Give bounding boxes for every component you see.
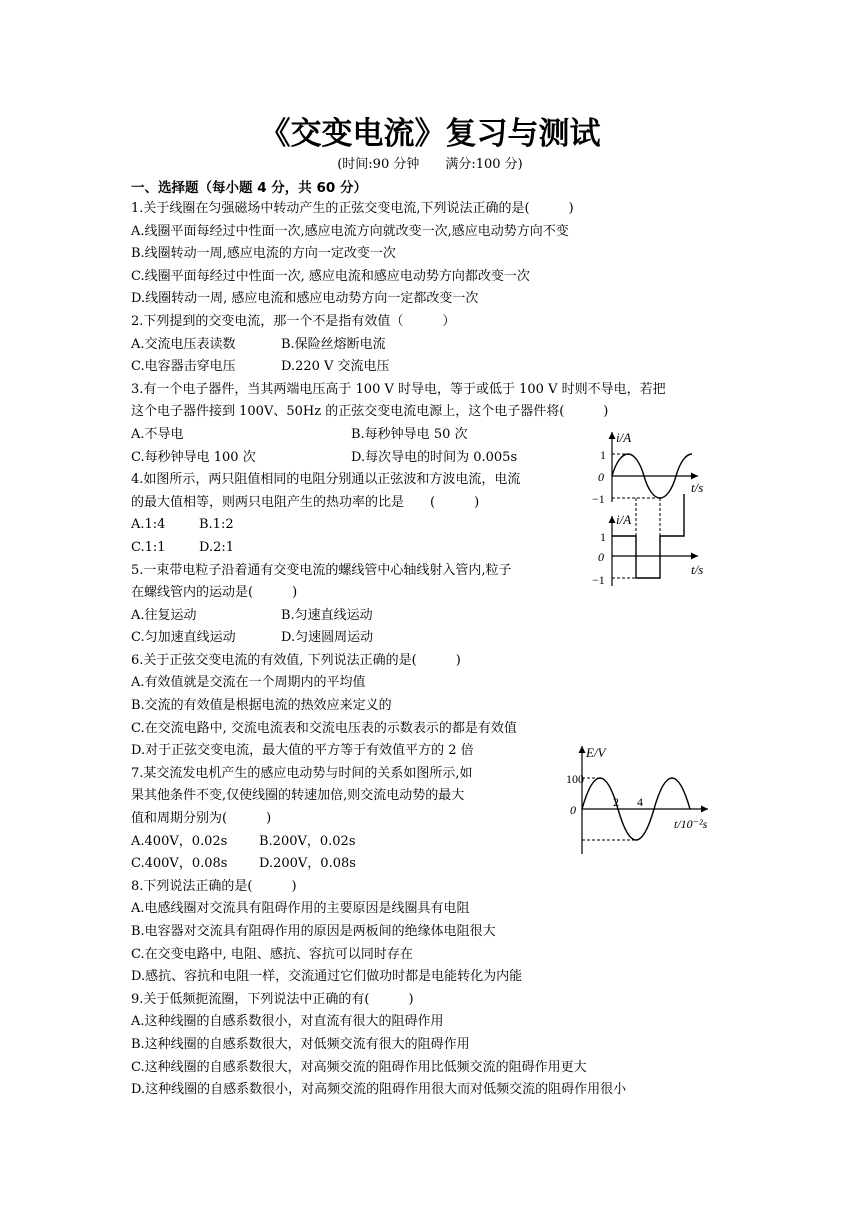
q7-xlabel: t/10⁻²s xyxy=(674,817,708,831)
q4-bottom-xlabel: t/s xyxy=(691,562,704,577)
q3-option-b: B.每秒钟导电 50 次 xyxy=(351,426,468,442)
q7-options-cd xyxy=(131,853,736,876)
q7-option-d: D.200V，0.08s xyxy=(259,856,356,872)
q8-option-b: B.电容器对交流具有阻碍作用的原因是两板间的绝缘体电阻很大 xyxy=(131,924,496,939)
q1-stem: 1.关于线圈在匀强磁场中转动产生的正弦交变电流,下列说法正确的是( ) xyxy=(131,201,574,216)
q3-option-a: A.不导电 xyxy=(131,426,184,442)
q5-option-b: B.匀速直线运动 xyxy=(281,607,373,623)
q2-options-cd xyxy=(131,356,736,379)
q5-option-c: C.匀加速直线运动 xyxy=(131,630,236,646)
q5-options-ab xyxy=(131,605,736,628)
q5-option-d: D.匀速圆周运动 xyxy=(281,630,374,646)
q9-option-b: B.这种线圈的自感系数很大，对低频交流有很大的阻碍作用 xyxy=(131,1036,470,1052)
q1-option-b: B.线圈转动一周,感应电流的方向一定改变一次 xyxy=(131,246,396,262)
q2-option-a: A.交流电压表读数 xyxy=(131,336,236,352)
q4-top-tick-neg: −1 xyxy=(592,492,605,506)
q7-stem-line1: 7.某交流发电机产生的感应电动势与时间的关系如图所示,如 xyxy=(131,765,473,781)
q3-stem-line2: 这个电子器件接到 100V、50Hz 的正弦交变电流电源上，这个电子器件将( ) xyxy=(131,404,609,420)
q4-figure xyxy=(588,424,728,594)
q4-option-c: C.1:1 xyxy=(131,539,166,555)
q7-option-b: B.200V，0.02s xyxy=(259,833,356,849)
q8-option-c: C.在交变电路中, 电阻、感抗、容抗可以同时存在 xyxy=(131,946,413,962)
q4-square-wave xyxy=(612,494,684,578)
q8-option-d: D.感抗、容抗和电阻一样，交流通过它们做功时都是电能转化为内能 xyxy=(131,969,523,985)
q5-stem-line2: 在螺线管内的运动是( ) xyxy=(131,585,298,601)
q7-option-c: C.400V，0.08s xyxy=(131,856,228,872)
q7-origin: 0 xyxy=(570,803,576,817)
q2-stem: 2.下列提到的交变电流，那一个不是指有效值（ ） xyxy=(131,313,456,329)
q2-option-c: C.电容器击穿电压 xyxy=(131,359,236,375)
q6-option-a: A.有效值就是交流在一个周期内的平均值 xyxy=(131,675,366,691)
q6-option-c: C.在交流电路中, 交流电流表和交流电压表的示数表示的都是有效值 xyxy=(131,720,517,736)
document-title: 《交变电流》复习与测试 xyxy=(259,116,601,152)
section-heading: 一、选择题（每小题 4 分，共 60 分） xyxy=(131,180,367,196)
q4-option-b: B.1:2 xyxy=(199,517,234,533)
q4-option-d: D.2:1 xyxy=(199,539,235,555)
q9-stem: 9.关于低频扼流圈，下列说法中正确的有( ) xyxy=(131,991,414,1007)
q2-option-d: D.220 V 交流电压 xyxy=(281,359,390,375)
q4-top-origin: 0 xyxy=(598,470,604,484)
q7-tick-x2: 4 xyxy=(637,795,643,809)
q5-option-a: A.往复运动 xyxy=(131,607,197,623)
q8-option-a: A.电感线圈对交流具有阻碍作用的主要原因是线圈具有电阻 xyxy=(131,901,470,917)
q9-option-d: D.这种线圈的自感系数很小，对高频交流的阻碍作用很大而对低频交流的阻碍作用很小 xyxy=(131,1082,627,1098)
q4-top-xlabel: t/s xyxy=(691,480,704,495)
q4-stem-line2: 的最大值相等，则两只电阻产生的热功率的比是 ( ) xyxy=(131,494,480,510)
q5-options-cd xyxy=(131,627,736,650)
q7-figure xyxy=(568,742,728,856)
q1-option-d: D.线圈转动一周, 感应电流和感应电动势方向一定都改变一次 xyxy=(131,291,479,307)
q3-stem-line1: 3.有一个电子器件，当其两端电压高于 100 V 时导电，等于或低于 100 V 时则不导电，若把 xyxy=(131,381,666,397)
q1-option-a: A.线圈平面每经过中性面一次,感应电流方向就改变一次,感应电动势方向不变 xyxy=(131,223,569,239)
q7-option-a: A.400V，0.02s xyxy=(131,833,228,849)
q1-option-c: C.线圈平面每经过中性面一次, 感应电流和感应电动势方向都改变一次 xyxy=(131,268,530,284)
q4-stem-line1: 4.如图所示，两只阻值相同的电阻分别通以正弦波和方波电流，电流 xyxy=(131,472,521,488)
q5-stem-line1: 5.一束带电粒子沿着通有交变电流的螺线管中心轴线射入管内,粒子 xyxy=(131,562,512,578)
q6-stem: 6.关于正弦交变电流的有效值, 下列说法正确的是( ) xyxy=(131,652,461,668)
q2-option-b: B.保险丝熔断电流 xyxy=(281,336,386,352)
q3-option-d: D.每次导电的时间为 0.005s xyxy=(351,449,518,465)
q7-stem-line3: 值和周期分别为( ) xyxy=(131,811,272,827)
q8-stem: 8.下列说法正确的是( ) xyxy=(131,878,297,894)
q4-bottom-tick-neg: −1 xyxy=(592,573,605,587)
q4-bottom-origin: 0 xyxy=(598,550,604,564)
q3-option-c: C.每秒钟导电 100 次 xyxy=(131,449,256,465)
q7-ylabel: E/V xyxy=(586,745,606,760)
q6-option-b: B.交流的有效值是根据电流的热效应来定义的 xyxy=(131,698,392,714)
q9-option-a: A.这种线圈的自感系数很小，对直流有很大的阻碍作用 xyxy=(131,1014,444,1030)
q2-options-ab xyxy=(131,334,736,357)
q4-bottom-ylabel: i/A xyxy=(616,512,632,527)
q7-stem-line2: 果其他条件不变,仅使线圈的转速加倍,则交流电动势的最大 xyxy=(131,788,465,804)
document-subtitle: (时间:90 分钟 满分:100 分) xyxy=(337,157,523,172)
q4-top-ylabel: i/A xyxy=(616,430,632,445)
q9-option-c: C.这种线圈的自感系数很大，对高频交流的阻碍作用比低频交流的阻碍作用更大 xyxy=(131,1059,587,1075)
q7-tick-y: 100 xyxy=(566,772,584,786)
q4-bottom-tick-pos: 1 xyxy=(600,530,606,544)
q6-option-d: D.对于正弦交变电流，最大值的平方等于有效值平方的 2 倍 xyxy=(131,743,474,759)
question-list xyxy=(131,198,736,1102)
q7-tick-x1: 2 xyxy=(613,795,619,809)
q4-top-tick-pos: 1 xyxy=(600,448,606,462)
q4-option-a: A.1:4 xyxy=(131,517,166,533)
